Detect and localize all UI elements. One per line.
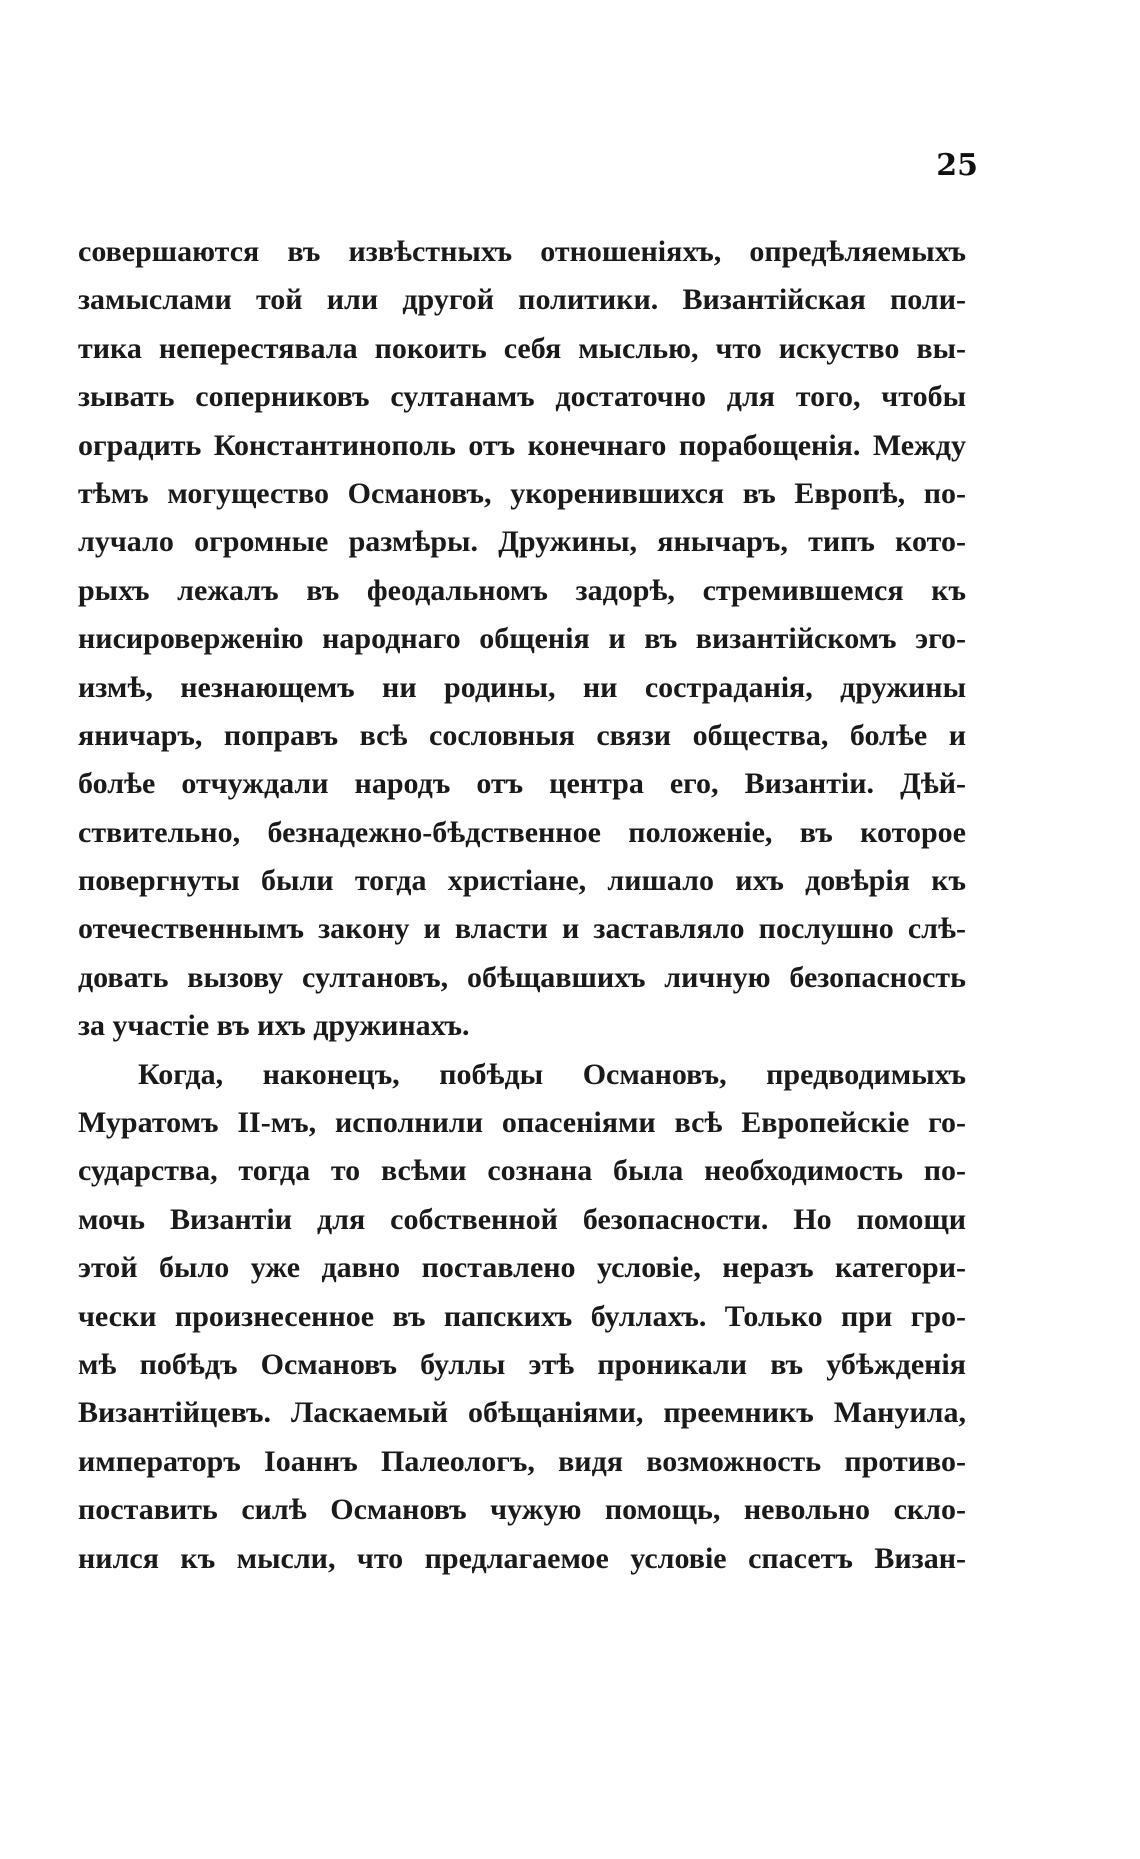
text-line: зывать соперниковъ султанамъ достаточно для того, чтобы <box>78 380 966 414</box>
text-line: ствительно, безнадежно-бѣдственное положеніе, въ которое <box>78 815 966 849</box>
text-line: повергнуты были тогда христіане, лишало ихъ довѣрія къ <box>78 864 966 898</box>
text-line: чески произнесенное въ папскихъ буллахъ. Только при гро- <box>78 1299 966 1333</box>
text-line: Муратомъ II-мъ, исполнили опасеніями всѣ Европейскіе го- <box>78 1106 966 1140</box>
text-line: нился къ мысли, что предлагаемое условіе спасетъ Визан- <box>78 1541 966 1575</box>
text-line: отечественнымъ закону и власти и заставляло послушно слѣ- <box>78 912 966 946</box>
text-line: тѣмъ могущество Османовъ, укоренившихся въ Европѣ, по- <box>78 476 966 510</box>
text-line: мочь Византіи для собственной безопасности. Но помощи <box>78 1202 966 1236</box>
text-line: мѣ побѣдъ Османовъ буллы этѣ проникали въ убѣжденія <box>78 1347 966 1381</box>
text-line: тика неперестявала покоить себя мыслью, что искуство вы- <box>78 331 966 365</box>
text-line: болѣе отчуждали народъ отъ центра его, Византіи. Дѣй- <box>78 767 966 801</box>
body-text <box>78 228 966 1583</box>
text-line: оградить Константинополь отъ конечнаго порабощенія. Между <box>78 428 966 462</box>
text-line: императоръ Іоаннъ Палеологъ, видя возможность противо- <box>78 1444 966 1478</box>
page-number: 25 <box>936 148 978 183</box>
text-line: рыхъ лежалъ въ феодальномъ задорѣ, стремившемся къ <box>78 573 966 607</box>
text-line: этой было уже давно поставлено условіе, неразъ категори- <box>78 1251 966 1285</box>
text-line: за участіе въ ихъ дружинахъ. <box>78 1009 470 1043</box>
text-line: сударства, тогда то всѣми сознана была необходимость по- <box>78 1154 966 1188</box>
text-line: поставить силѣ Османовъ чужую помощь, невольно скло- <box>78 1493 966 1527</box>
text-line: яничаръ, поправъ всѣ сословныя связи общества, болѣе и <box>78 718 966 752</box>
text-line: Когда, наконецъ, побѣды Османовъ, предводимыхъ <box>138 1057 966 1091</box>
text-line: замыслами той или другой политики. Византійская поли- <box>78 283 966 317</box>
text-line: лучало огромные размѣры. Дружины, янычаръ, типъ кото- <box>78 525 966 559</box>
paragraph-2 <box>78 1051 966 1583</box>
text-line: довать вызову султановъ, обѣщавшихъ личную безопасность <box>78 960 966 994</box>
paragraph-1 <box>78 228 966 1051</box>
text-line: совершаются въ извѣстныхъ отношеніяхъ, опредѣляемыхъ <box>78 235 966 268</box>
text-line: Византійцевъ. Ласкаемый обѣщаніями, преемникъ Мануила, <box>78 1396 966 1430</box>
text-line: измѣ, незнающемъ ни родины, ни состраданія, дружины <box>78 670 966 704</box>
text-line: нисироверженію народнаго общенія и въ византійскомъ эго- <box>78 622 966 656</box>
